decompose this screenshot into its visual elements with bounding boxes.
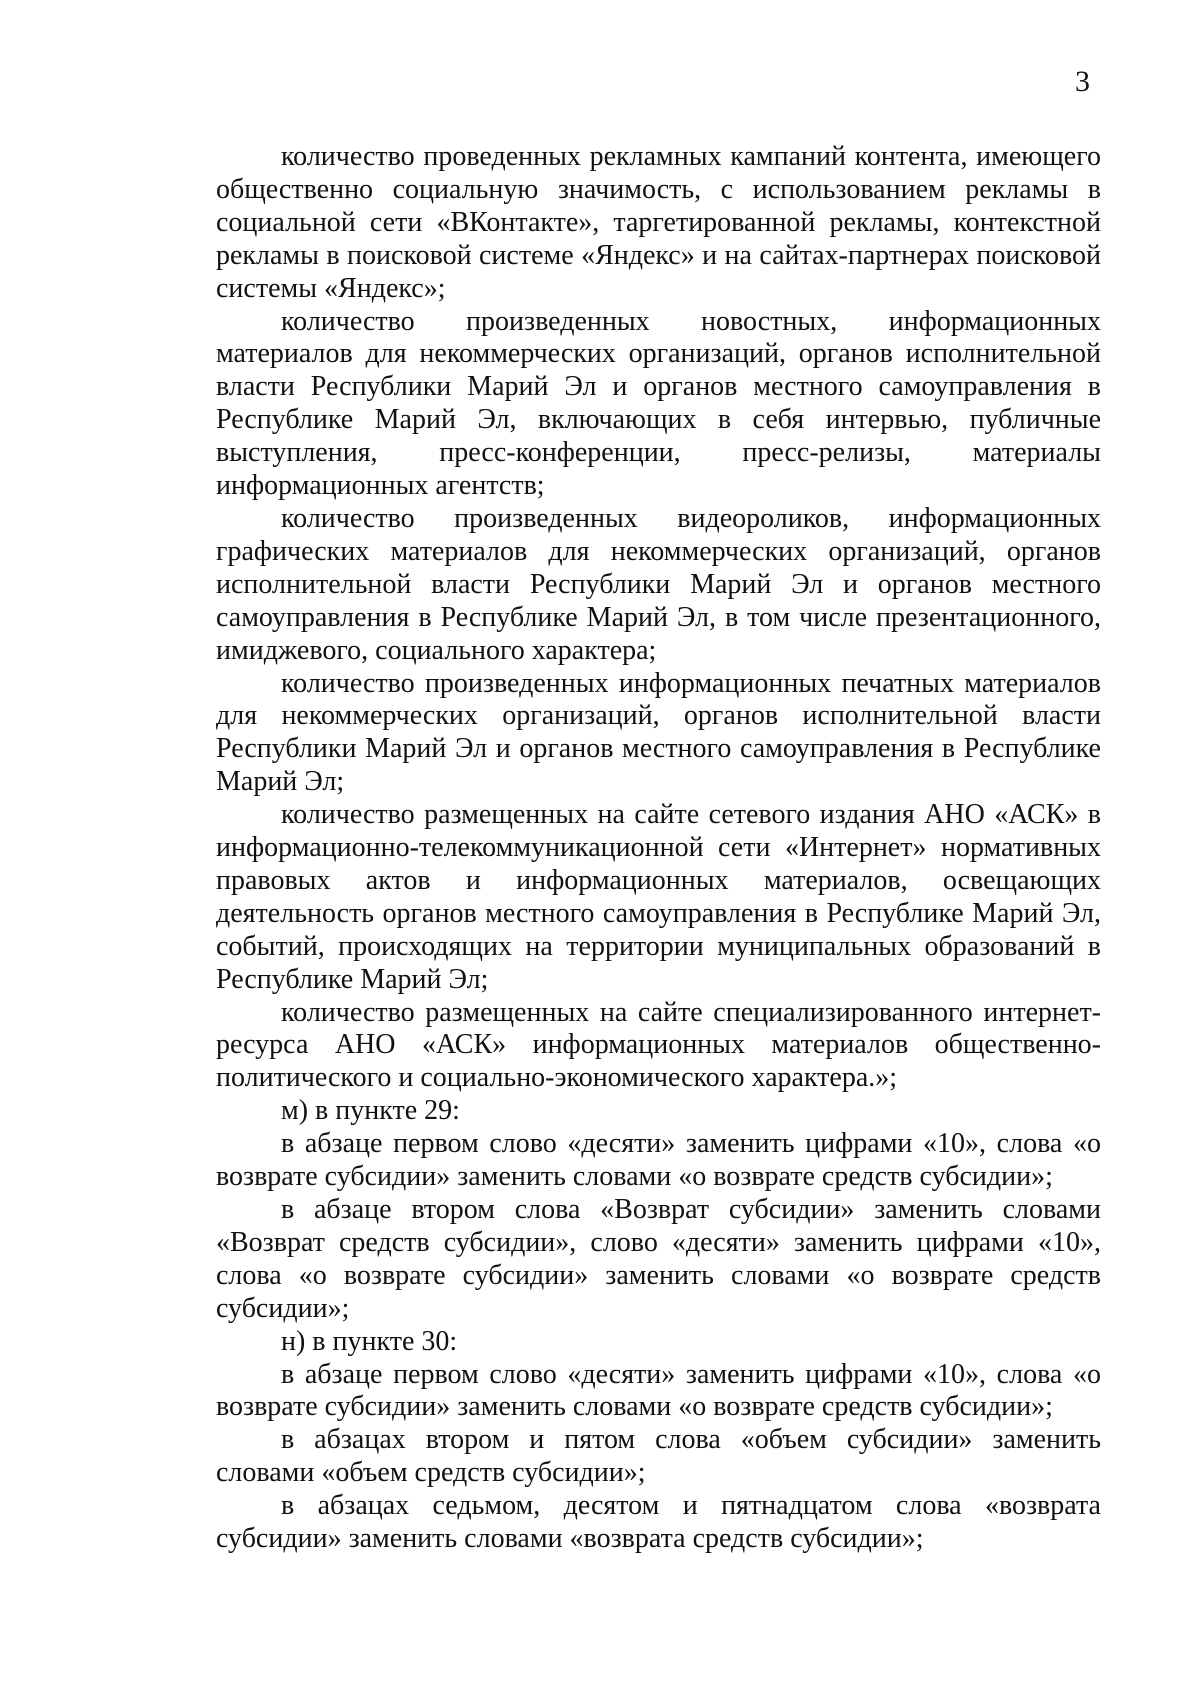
page-number: 3 (1075, 65, 1090, 98)
paragraph: в абзацах втором и пятом слова «объем субсидии» заменить словами «объем средств субсидии»; (216, 1424, 1101, 1489)
paragraph: количество произведенных новостных, информационных материалов для некоммерческих организаций, органов исполнительной власти Республики Марий Эл и органов местного самоуправления в Республике Марий Эл, включающих в себя интервью, публичные выступления, пресс-конференции, пресс-релизы, материалы информационных агентств; (216, 305, 1101, 502)
paragraph: м) в пункте 29: (281, 1095, 460, 1127)
paragraph: количество произведенных информационных печатных материалов для некоммерческих организаций, органов исполнительной власти Республики Марий Эл и органов местного самоуправления в Республике Марий Эл; (216, 667, 1101, 798)
paragraph: количество проведенных рекламных кампаний контента, имеющего общественно социальную значимость, с использованием рекламы в социальной сети «ВКонтакте», таргетированной рекламы, контекстной рекламы в поисковой системе «Яндекс» и на сайтах-партнерах поисковой системы «Яндекс»; (216, 141, 1101, 304)
paragraph: н) в пункте 30: (281, 1325, 458, 1357)
paragraph: в абзаце втором слова «Возврат субсидии» заменить словами «Возврат средств субсидии», слово «десяти» заменить цифрами «10», слова «о возврате субсидии» заменить словами «о возврате средств субсидии»; (216, 1194, 1101, 1324)
document-body (216, 141, 1101, 1556)
paragraph: количество размещенных на сайте специализированного интернет-ресурса АНО «АСК» информационных материалов общественно-политического и социально-экономического характера.»; (216, 996, 1101, 1094)
paragraph: количество произведенных видеороликов, информационных графических материалов для некоммерческих организаций, органов исполнительной власти Республики Марий Эл и органов местного самоуправления в Республике Марий Эл, в том числе презентационного, имиджевого, социального характера; (216, 502, 1101, 666)
paragraph: количество размещенных на сайте сетевого издания АНО «АСК» в информационно-телекоммуникационной сети «Интернет» нормативных правовых актов и информационных материалов, освещающих деятельность органов местного самоуправления в Республике Марий Эл, событий, происходящих на территории муниципальных образований в Республике Марий Эл; (216, 799, 1101, 995)
paragraph: в абзаце первом слово «десяти» заменить цифрами «10», слова «о возврате субсидии» заменить словами «о возврате средств субсидии»; (216, 1128, 1101, 1193)
paragraph: в абзаце первом слово «десяти» заменить цифрами «10», слова «о возврате субсидии» заменить словами «о возврате средств субсидии»; (216, 1358, 1101, 1423)
paragraph: в абзацах седьмом, десятом и пятнадцатом слова «возврата субсидии» заменить словами «возврата средств субсидии»; (216, 1490, 1101, 1555)
